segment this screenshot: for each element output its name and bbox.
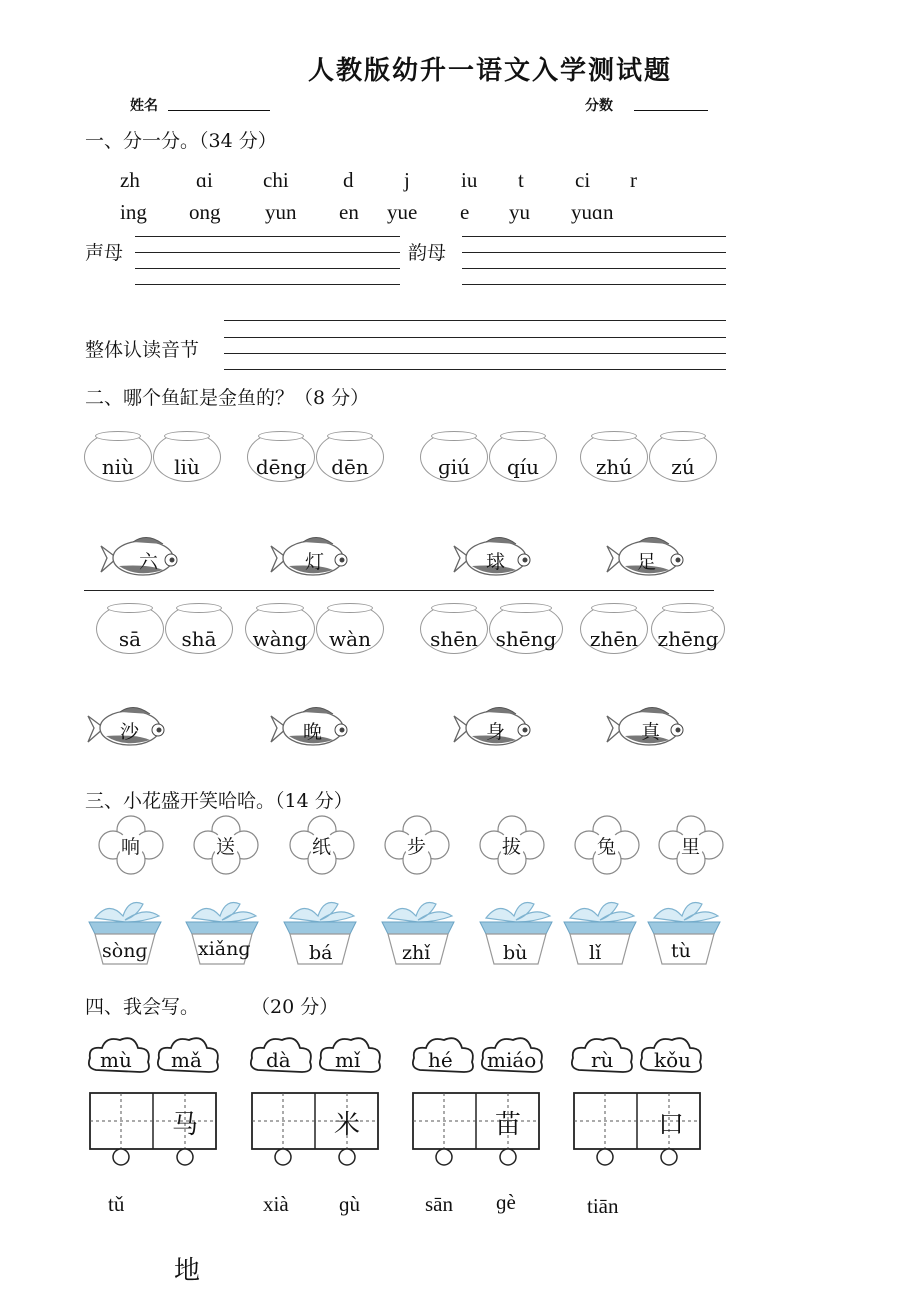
fishbowl[interactable]: zú bbox=[649, 432, 717, 482]
section4-heading: 四、我会写。 bbox=[85, 996, 200, 1018]
pinyin-item: tiān bbox=[587, 1194, 619, 1218]
pinyin-item: d bbox=[343, 168, 354, 192]
cloud bbox=[248, 1034, 314, 1080]
pinyin-item: t bbox=[518, 168, 524, 192]
cloud bbox=[479, 1034, 545, 1080]
section1-heading: 一、分一分。（34 分） bbox=[85, 130, 277, 152]
cart-icon bbox=[89, 1092, 219, 1166]
fishbowl[interactable]: ɡiú bbox=[420, 432, 488, 482]
fishbowl[interactable]: wàn bbox=[316, 604, 384, 654]
fish-character: 真 bbox=[641, 721, 661, 743]
flower-character: 送 bbox=[216, 836, 236, 858]
pinyin-item: ing bbox=[120, 200, 147, 224]
flower-character: 纸 bbox=[312, 836, 332, 858]
cloud bbox=[569, 1034, 635, 1080]
flower[interactable] bbox=[95, 814, 167, 876]
cloud bbox=[317, 1034, 383, 1080]
writing-line[interactable] bbox=[462, 284, 726, 285]
flower-character: 拔 bbox=[502, 836, 522, 858]
fish-character: 球 bbox=[486, 551, 506, 573]
cloud bbox=[86, 1034, 152, 1080]
cart-icon bbox=[412, 1092, 542, 1166]
flower[interactable] bbox=[655, 814, 727, 876]
flower-character: 里 bbox=[681, 836, 701, 858]
pot-pinyin: sònɡ bbox=[102, 940, 148, 962]
pinyin-item: ɡè bbox=[496, 1190, 516, 1214]
pinyin-item: r bbox=[630, 168, 637, 192]
goldfish[interactable] bbox=[603, 528, 693, 584]
divider bbox=[84, 590, 714, 591]
goldfish[interactable] bbox=[267, 698, 357, 754]
fishbowl[interactable]: qíu bbox=[489, 432, 557, 482]
pot-pinyin: bù bbox=[503, 942, 528, 964]
pot-pinyin: bá bbox=[309, 942, 333, 964]
pinyin-item: ong bbox=[189, 200, 221, 224]
flower[interactable] bbox=[571, 814, 643, 876]
pinyin-item: xià bbox=[263, 1192, 289, 1216]
fishbowl[interactable]: niù bbox=[84, 432, 152, 482]
flower-pot[interactable] bbox=[560, 896, 640, 968]
cloud bbox=[638, 1034, 704, 1080]
fishbowl[interactable]: dēn bbox=[316, 432, 384, 482]
pinyin-item: j bbox=[404, 168, 410, 192]
flower[interactable] bbox=[381, 814, 453, 876]
writing-line[interactable] bbox=[224, 369, 726, 370]
flower-character: 步 bbox=[407, 836, 427, 858]
fishbowl[interactable]: shēn bbox=[420, 604, 488, 654]
name-field[interactable] bbox=[168, 110, 270, 111]
writing-line[interactable] bbox=[135, 284, 400, 285]
fishbowl[interactable]: zhēng bbox=[651, 604, 725, 654]
cart-icon bbox=[251, 1092, 381, 1166]
pinyin-item: yue bbox=[387, 200, 418, 224]
fish-character: 足 bbox=[637, 551, 657, 573]
fishbowl[interactable]: dēng bbox=[247, 432, 315, 482]
writing-cart[interactable] bbox=[89, 1092, 219, 1166]
fishbowl[interactable]: zhēn bbox=[580, 604, 648, 654]
writing-line[interactable] bbox=[462, 236, 726, 237]
flower[interactable] bbox=[190, 814, 262, 876]
pinyin-item: iu bbox=[461, 168, 478, 192]
writing-cart[interactable] bbox=[251, 1092, 381, 1166]
writing-line[interactable] bbox=[224, 320, 726, 321]
pinyin-item: yuɑn bbox=[571, 200, 614, 224]
writing-line[interactable] bbox=[135, 252, 400, 253]
page-title: 人教版幼升一语文入学测试题 bbox=[307, 56, 672, 86]
pot-pinyin: lǐ bbox=[589, 942, 602, 964]
writing-line[interactable] bbox=[135, 268, 400, 269]
cart-character: 马 bbox=[172, 1110, 199, 1140]
pinyin-item: ci bbox=[575, 168, 591, 192]
score-field[interactable] bbox=[634, 110, 708, 111]
writing-line[interactable] bbox=[224, 353, 726, 354]
cloud-pinyin: mù bbox=[100, 1048, 132, 1072]
pinyin-item: zh bbox=[120, 168, 140, 192]
flower[interactable] bbox=[476, 814, 548, 876]
pinyin-item: sān bbox=[425, 1192, 453, 1216]
cart-character: 苗 bbox=[495, 1110, 522, 1140]
cloud-pinyin: mǐ bbox=[335, 1048, 361, 1072]
pinyin-item: ɑi bbox=[196, 168, 213, 192]
section4-points: （20 分） bbox=[251, 996, 339, 1018]
flower[interactable] bbox=[286, 814, 358, 876]
cloud-pinyin: dà bbox=[266, 1048, 291, 1072]
cloud-pinyin: miáo bbox=[487, 1048, 537, 1072]
pinyin-item: yun bbox=[265, 200, 297, 224]
fish-character: 六 bbox=[139, 551, 159, 573]
section2-heading: 二、哪个鱼缸是金鱼的？（8 分） bbox=[85, 387, 370, 409]
writing-line[interactable] bbox=[224, 337, 726, 338]
whole-syllable-label: 整体认读音节 bbox=[85, 339, 200, 361]
cloud-pinyin: rù bbox=[591, 1048, 614, 1072]
pinyin-item: yu bbox=[509, 200, 530, 224]
fishbowl[interactable]: shēng bbox=[489, 604, 563, 654]
cloud-pinyin: mǎ bbox=[171, 1048, 202, 1072]
flower-pot[interactable] bbox=[644, 896, 724, 968]
cloud bbox=[155, 1034, 221, 1080]
flower-pot[interactable] bbox=[280, 896, 360, 968]
writing-cart[interactable] bbox=[573, 1092, 703, 1166]
goldfish[interactable] bbox=[84, 698, 174, 754]
goldfish[interactable] bbox=[450, 698, 540, 754]
writing-cart[interactable] bbox=[412, 1092, 542, 1166]
finals-label: 韵母 bbox=[408, 242, 447, 264]
pot-pinyin: zhǐ bbox=[402, 942, 431, 964]
flower-pot[interactable] bbox=[182, 896, 262, 968]
fishbowl[interactable]: liù bbox=[153, 432, 221, 482]
cloud-pinyin: hé bbox=[428, 1048, 453, 1072]
goldfish[interactable] bbox=[267, 528, 357, 584]
flower-pot[interactable] bbox=[378, 896, 458, 968]
initials-label: 声母 bbox=[85, 242, 124, 264]
cloud bbox=[410, 1034, 476, 1080]
flower-character: 兔 bbox=[597, 836, 617, 858]
flower-pot[interactable] bbox=[85, 896, 165, 968]
flower-character: 响 bbox=[121, 836, 141, 858]
fishbowl[interactable]: zhú bbox=[580, 432, 648, 482]
last-character: 地 bbox=[174, 1256, 201, 1286]
pinyin-item: e bbox=[460, 200, 470, 224]
pinyin-item: ɡù bbox=[339, 1192, 360, 1216]
writing-line[interactable] bbox=[135, 236, 400, 237]
section3-heading: 三、小花盛开笑哈哈。（14 分） bbox=[85, 790, 353, 812]
name-label: 姓名 bbox=[130, 98, 158, 114]
pinyin-item: tǔ bbox=[108, 1192, 125, 1216]
fish-character: 沙 bbox=[120, 721, 140, 743]
score-label: 分数 bbox=[585, 98, 613, 114]
flower-pot[interactable] bbox=[476, 896, 556, 968]
fish-character: 灯 bbox=[305, 551, 325, 573]
goldfish[interactable] bbox=[603, 698, 693, 754]
fish-character: 晚 bbox=[303, 721, 323, 743]
fishbowl[interactable]: shā bbox=[165, 604, 233, 654]
pinyin-item: en bbox=[339, 200, 359, 224]
writing-line[interactable] bbox=[462, 252, 726, 253]
cart-character: 口 bbox=[658, 1110, 685, 1140]
fishbowl[interactable]: wàng bbox=[245, 604, 315, 654]
pinyin-item: chi bbox=[263, 168, 289, 192]
pot-pinyin: xiǎnɡ bbox=[198, 938, 251, 960]
goldfish[interactable] bbox=[97, 528, 187, 584]
writing-line[interactable] bbox=[462, 268, 726, 269]
fish-character: 身 bbox=[486, 721, 506, 743]
goldfish[interactable] bbox=[450, 528, 540, 584]
pot-pinyin: tù bbox=[671, 940, 691, 962]
cloud-pinyin: kǒu bbox=[654, 1048, 692, 1072]
cart-character: 米 bbox=[334, 1110, 361, 1140]
fishbowl[interactable]: sā bbox=[96, 604, 164, 654]
